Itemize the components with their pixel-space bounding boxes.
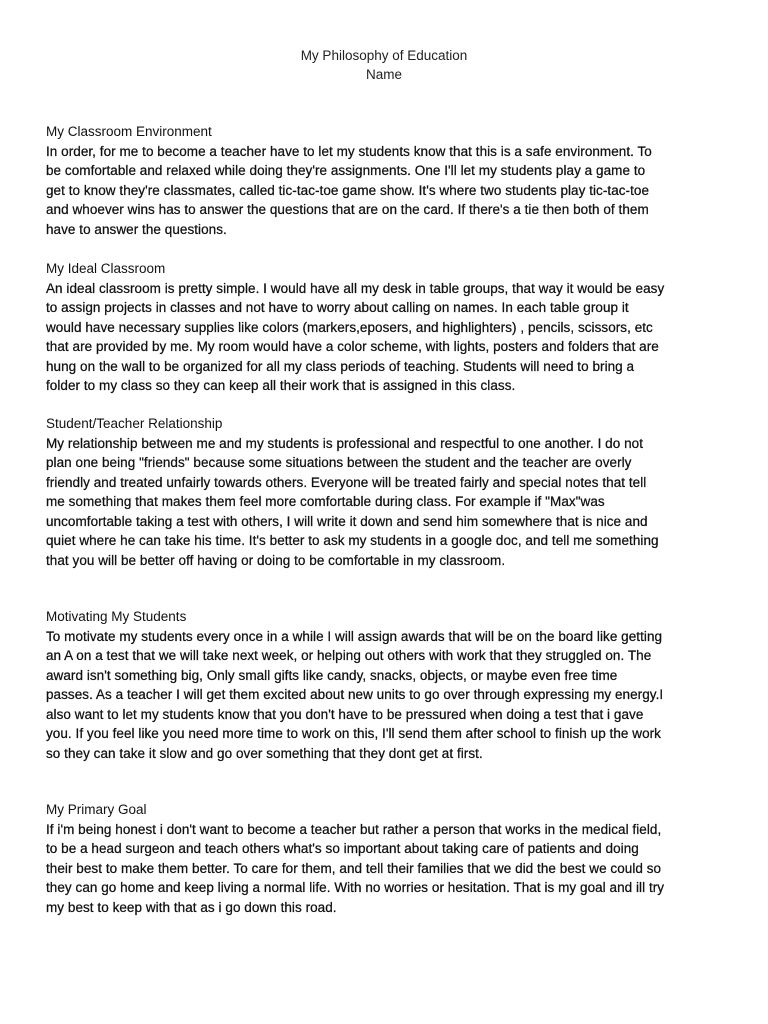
document-header	[0, 46, 768, 84]
author-name-line: Name	[365, 67, 402, 82]
section-motivating-students	[46, 607, 736, 763]
body-line: my best to keep with that as i go down this road.	[46, 899, 337, 915]
body-line: you. If you feel like you need more time to work on this, I'll send them after school to finish up the work	[46, 726, 661, 741]
body-line: An ideal classroom is pretty simple. I would have all my desk in table groups, that way it would be easy	[46, 280, 665, 296]
body-line: passes. As a teacher I will get them excited about new units to go over through expressing my energy.I	[46, 687, 664, 702]
body-line: an A on a test that we will take next week, or helping out others with work that they struggled on. The	[46, 648, 652, 663]
section-body	[46, 279, 736, 396]
body-line: uncomfortable taking a test with others, I will write it down and send him somewhere that is nice and	[46, 513, 648, 529]
body-line: plan one being "friends" because some situations between the student and the teacher are overly	[46, 455, 632, 470]
body-line: have to answer the questions.	[46, 221, 227, 237]
body-line: would have necessary supplies like colors (markers,eposers, and highlighters) , pencils, scissors, etc	[46, 319, 653, 335]
body-line: also want to let my students know that you don't have to be pressured when doing a test that i gave	[46, 706, 644, 722]
body-line: To motivate my students every once in a while I will assign awards that will be on the board like getting	[46, 628, 663, 644]
body-line: me something that makes them feel more comfortable during class. For example if "Max"was	[46, 494, 605, 509]
section-classroom-environment	[46, 122, 736, 239]
body-line: so they can take it slow and go over something that they dont get at first.	[46, 745, 483, 761]
body-line: get to know they're classmates, called tic-tac-toe game show. It's where two students play tic-tac-toe	[46, 182, 650, 198]
body-line: to assign projects in classes and not have to worry about calling on names. In each table group it	[46, 300, 629, 315]
body-line: their best to make them better. To care for them, and tell their families that we did the best we could so	[46, 860, 662, 876]
section-heading: My Primary Goal	[46, 802, 147, 817]
body-line: to be a head surgeon and teach others what's so important about taking care of patients and doing	[46, 841, 639, 856]
body-line: be comfortable and relaxed while doing they're assignments. One I'll let my students play a game to	[46, 163, 646, 178]
section-body	[46, 434, 736, 571]
body-line: award isn't something big, Only small gifts like candy, snacks, objects, or maybe even free time	[46, 667, 618, 683]
section-heading: Motivating My Students	[46, 609, 187, 624]
body-line: My relationship between me and my students is professional and respectful to one another. I do not	[46, 435, 644, 451]
body-line: that are provided by me. My room would have a color scheme, with lights, posters and folders that are	[46, 339, 659, 354]
body-line: folder to my class so they can keep all their work that is assigned in this class.	[46, 378, 516, 393]
body-line: If i'm being honest i don't want to become a teacher but rather a person that works in the medical field,	[46, 821, 662, 837]
section-student-teacher-relationship	[46, 414, 736, 570]
section-body	[46, 820, 736, 918]
section-body	[46, 142, 736, 240]
section-primary-goal	[46, 800, 736, 917]
section-body	[46, 627, 736, 764]
body-line: quiet where he can take his time. It's better to ask my students in a google doc, and tell me something	[46, 533, 659, 548]
section-ideal-classroom	[46, 259, 736, 396]
body-line: and whoever wins has to answer the questions that are on the card. If there's a tie then both of them	[46, 202, 649, 217]
body-line: hung on the wall to be organized for all my class periods of teaching. Students will need to bring a	[46, 358, 635, 374]
body-line: they can go home and keep living a normal life. With no worries or hesitation. That is my goal and ill try	[46, 880, 665, 895]
section-heading: Student/Teacher Relationship	[46, 416, 223, 431]
body-line: In order, for me to become a teacher have to let my students know that this is a safe environment. To	[46, 143, 652, 159]
document-title: My Philosophy of Education	[300, 48, 468, 63]
section-heading: My Classroom Environment	[46, 124, 212, 139]
body-line: friendly and treated unfairly towards others. Everyone will be treated fairly and special notes that tell	[46, 474, 647, 490]
section-heading: My Ideal Classroom	[46, 261, 166, 276]
body-line: that you will be better off having or doing to be comfortable in my classroom.	[46, 552, 506, 568]
